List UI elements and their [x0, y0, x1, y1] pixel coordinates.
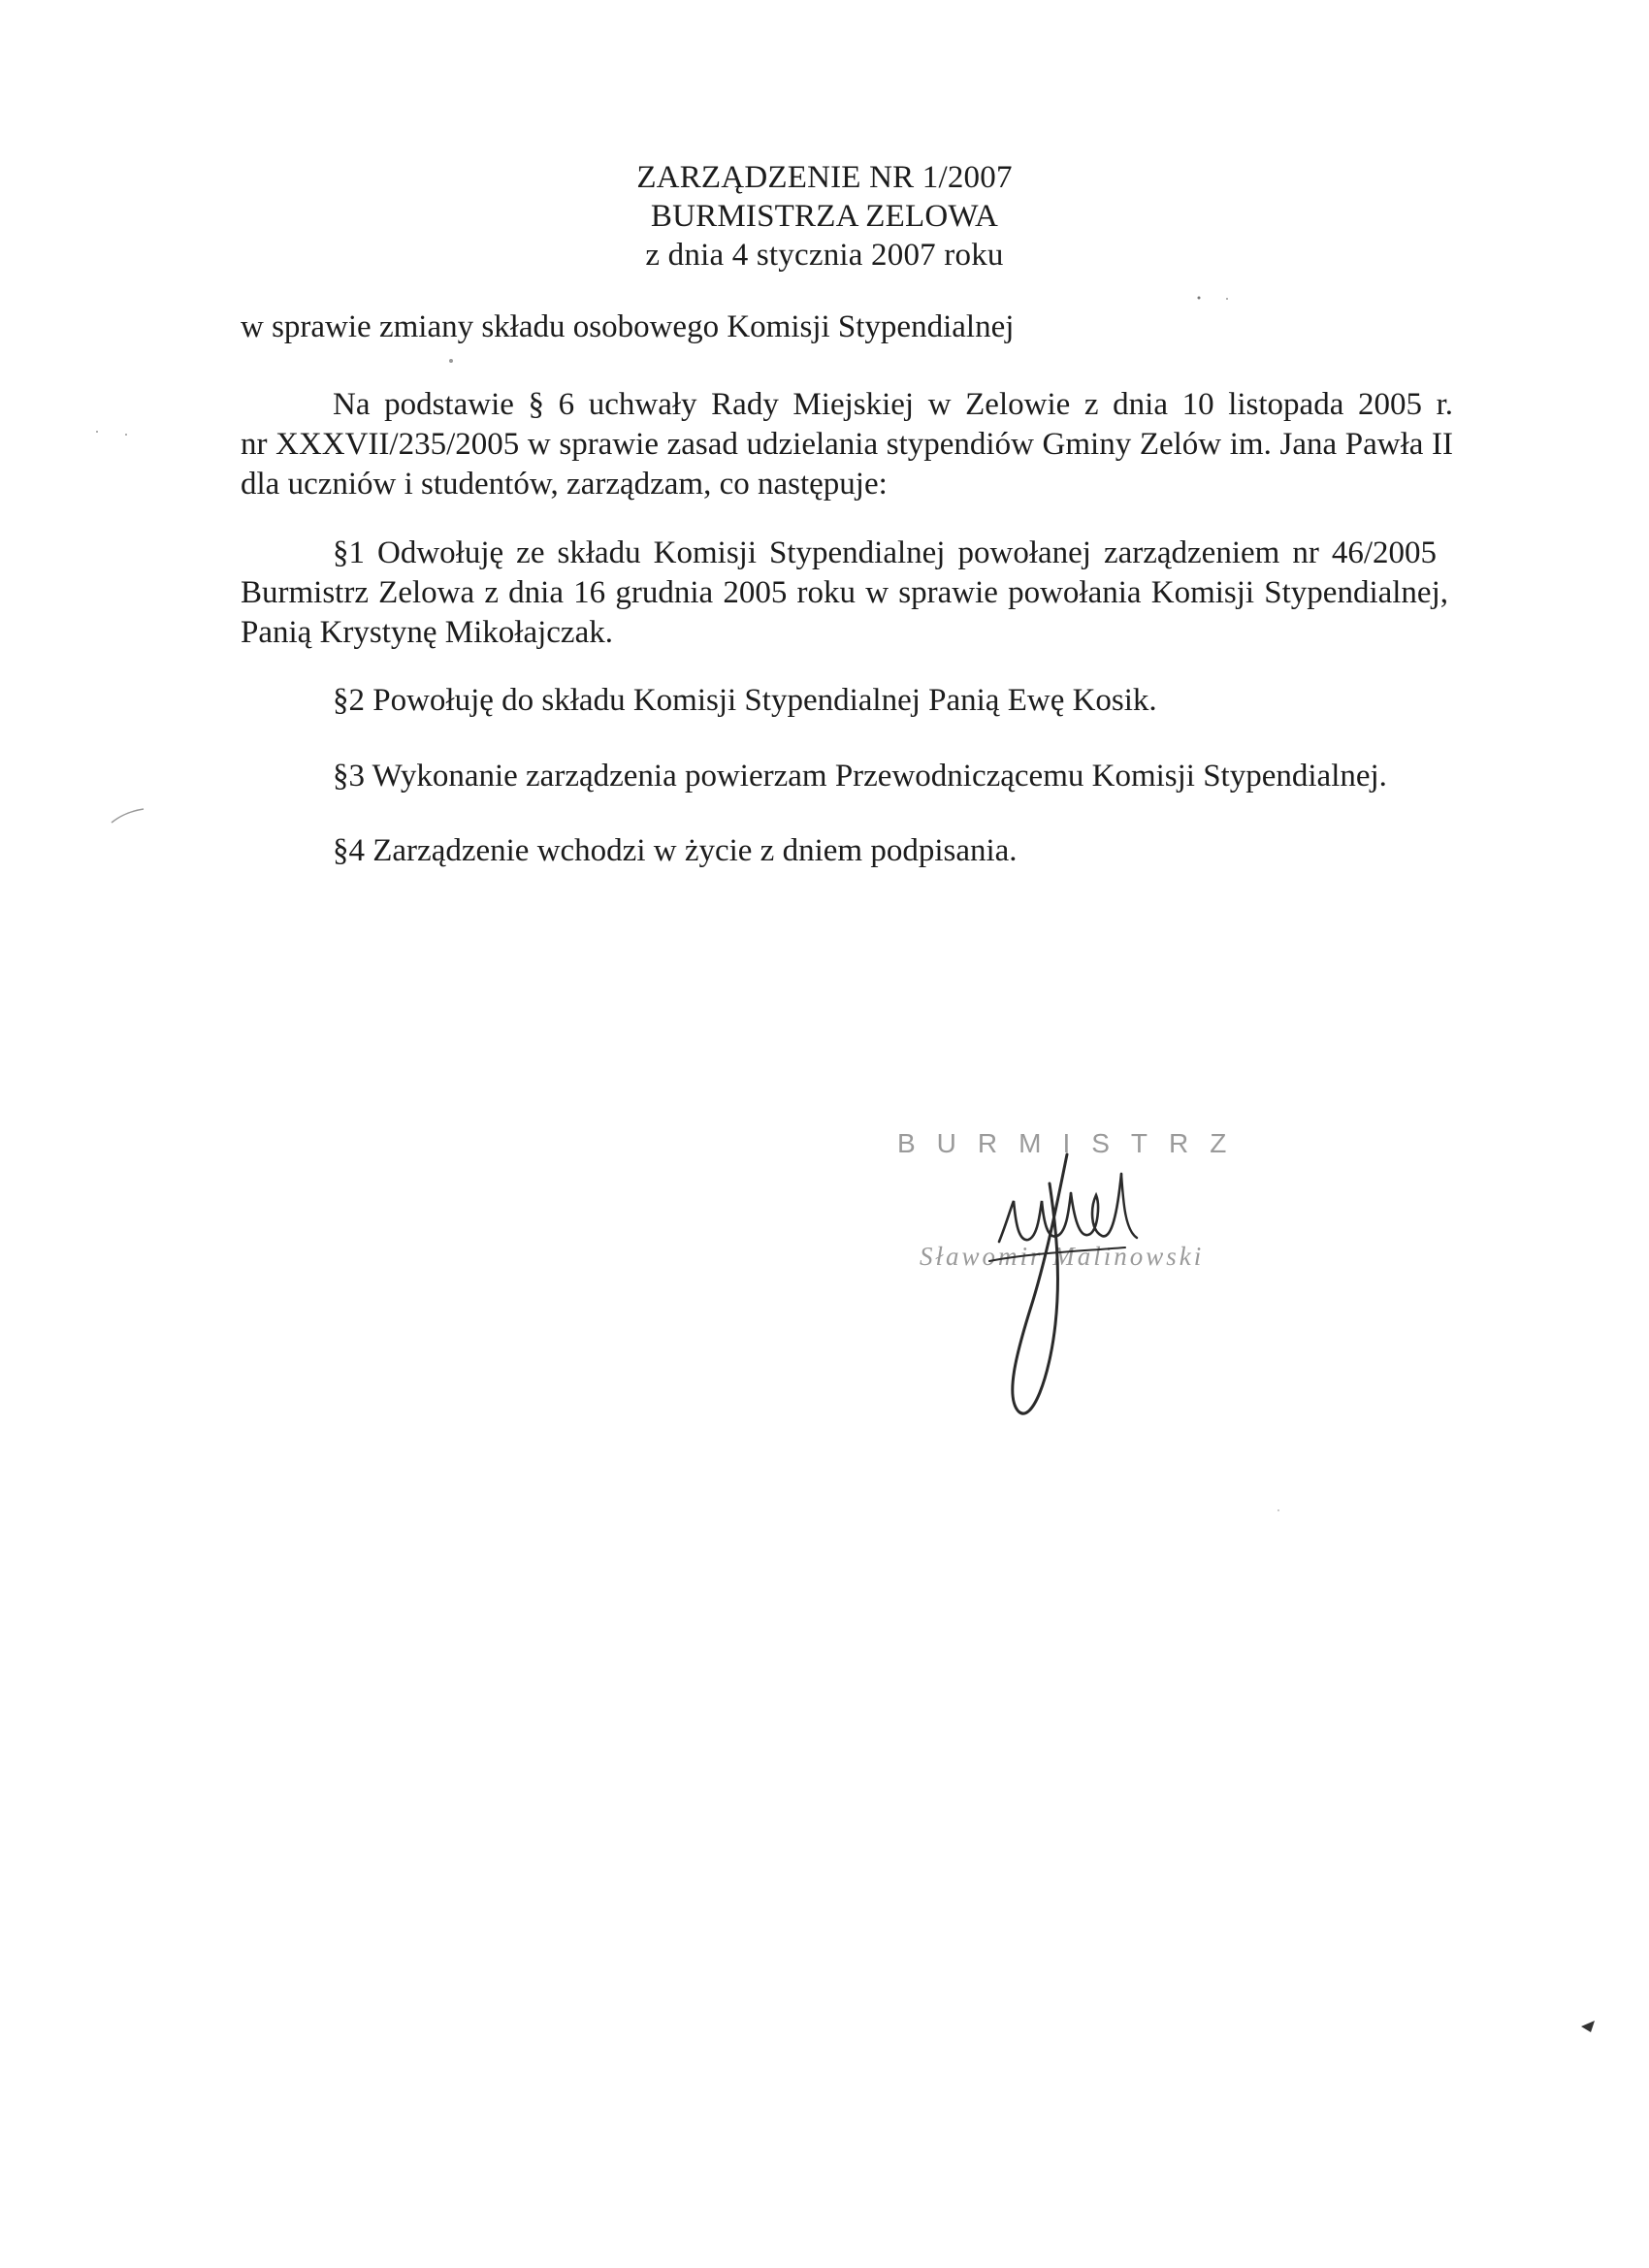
stamp-name: Sławomir Malinowski	[920, 1242, 1205, 1271]
section-2: §2 Powołuję do składu Komisji Stypendialnej Panią Ewę Kosik.	[333, 683, 1157, 718]
section-1-line-2: Burmistrz Zelowa z dnia 16 grudnia 2005 roku w sprawie powołania Komisji Stypendialnej,	[241, 575, 1448, 610]
section-1-line-1: §1 Odwołuję ze składu Komisji Stypendialnej powołanej zarządzeniem nr 46/2005	[333, 535, 1437, 570]
section-3: §3 Wykonanie zarządzenia powierzam Przewodniczącemu Komisji Stypendialnej.	[333, 759, 1387, 794]
heading-issuer: BURMISTRZA ZELOWA	[650, 199, 999, 234]
preamble-line-3: dla uczniów i studentów, zarządzam, co następuje:	[241, 467, 888, 502]
stamp-title: BURMISTRZ	[897, 1128, 1248, 1158]
section-1-line-3: Panią Krystynę Mikołajczak.	[241, 615, 613, 650]
heading-date: z dnia 4 stycznia 2007 roku	[645, 238, 1004, 273]
document-heading	[0, 158, 1649, 275]
preamble-line-1: Na podstawie § 6 uchwały Rady Miejskiej w Zelowie z dnia 10 listopada 2005 r.	[333, 387, 1453, 422]
preamble-line-2: nr XXXVII/235/2005 w sprawie zasad udzielania stypendiów Gminy Zelów im. Jana Pawła II	[241, 427, 1453, 462]
subject-line: w sprawie zmiany składu osobowego Komisji Stypendialnej	[241, 309, 1015, 344]
heading-title: ZARZĄDZENIE NR 1/2007	[636, 160, 1013, 195]
signature-mark	[960, 1116, 1193, 1426]
section-4: §4 Zarządzenie wchodzi w życie z dniem podpisania.	[333, 833, 1018, 868]
